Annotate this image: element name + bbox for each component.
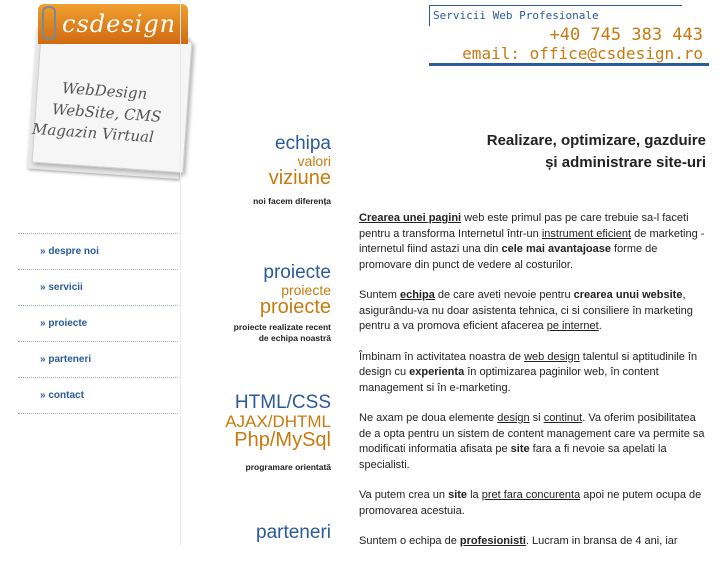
contact-phone: +40 745 383 443 (549, 25, 703, 45)
link-web-design[interactable]: web design (524, 350, 580, 363)
paragraph-3-text-2: talentul si aptitudinile în design cu (359, 350, 698, 378)
partners-word-1: parteneri (256, 522, 331, 543)
paragraph-4-text-3: . Va oferim posibilitatea de a opta pentru un sistem de content management care va permite sa modificati informatia afisata pe (359, 412, 705, 455)
logo-line-webdesign: WebDesign (61, 79, 148, 103)
headline-line-1: Realizare, optimizare, gazduire (486, 132, 706, 149)
column-divider (180, 0, 181, 545)
partners-block[interactable] (256, 523, 331, 543)
paragraph-1-text-3: forme de promovare din punct de vedere al costurilor. (359, 243, 658, 271)
paragraph-6 (359, 534, 705, 550)
team-tagline: noi facem diferența (253, 196, 331, 206)
bold-cele-mai-avantajoase: cele mai avantajoase (501, 243, 611, 255)
tech-tagline: programare orientată (245, 462, 331, 472)
link-echipa[interactable]: echipa (399, 289, 435, 301)
bold-site: site (510, 443, 530, 455)
bold-experienta: experienta (409, 366, 465, 378)
team-word-1: echipa (275, 133, 331, 154)
main-content (359, 211, 705, 565)
team-block[interactable] (253, 134, 331, 207)
bold-crearea-unui-website: crearea unui website (573, 289, 683, 301)
bold-site-2: site (448, 489, 468, 501)
paragraph-2-text: Suntem (359, 289, 400, 301)
headline-line-2: și administrare site-uri (545, 154, 706, 171)
team-word-3: viziune (268, 167, 331, 189)
paperclip-icon (42, 6, 56, 40)
tech-word-1: HTML/CSS (234, 392, 331, 413)
projects-word-2: proiecte (281, 282, 331, 298)
nav-item-parteneri[interactable]: » parteneri (18, 341, 178, 377)
projects-block[interactable] (234, 263, 331, 344)
page-headline (440, 130, 706, 174)
link-instrument-eficient[interactable]: instrument eficient (541, 227, 632, 240)
link-continut[interactable]: continut (543, 412, 583, 424)
paragraph-3 (359, 350, 705, 397)
paragraph-1 (359, 211, 705, 273)
logo[interactable] (22, 4, 184, 174)
main-nav (18, 233, 178, 414)
paragraph-3-text: Îmbinam în activitatea noastra de (359, 350, 525, 363)
paragraph-6-text: Suntem o echipa de (359, 535, 460, 547)
link-design[interactable]: design (497, 412, 530, 424)
link-pret-fara-concurenta[interactable]: pret fara concurenta (481, 489, 581, 501)
logo-line-magazin: Magazin Virtual (31, 119, 155, 147)
team-word-2: valori (297, 153, 331, 169)
projects-tagline-1: proiecte realizate recent (233, 322, 331, 332)
paragraph-4-text-4: fara a fi nevoie sa apelati la specialisti. (359, 443, 667, 471)
paragraph-5 (359, 488, 705, 519)
paragraph-5-text: Va putem crea un (359, 489, 449, 501)
paragraph-2-text-2: de care aveti nevoie pentru (434, 289, 574, 301)
nav-item-servicii[interactable]: » servicii (18, 269, 178, 305)
paragraph-2-text-3: , asigurându-va nu doar asistenta tehnica, ci si consiliere în marketing pentru a va promova eficient afacerea (359, 289, 693, 332)
paragraph-6-text-2: . Lucram in bransa de 4 ani, iar (525, 535, 678, 547)
tech-word-3: Php/MySql (234, 429, 331, 451)
link-profesionisti[interactable]: profesionisti (459, 535, 526, 547)
contact-box (429, 5, 709, 66)
paragraph-4-text-2: si (529, 412, 544, 424)
paragraph-1-text-2: de marketing - internetul fiind astazi una din (359, 227, 705, 255)
link-crearea-unei-pagini[interactable]: Crearea unei pagini (359, 212, 462, 224)
link-pe-internet[interactable]: pe internet (546, 320, 599, 332)
contact-title: Servicii Web Profesionale (433, 9, 599, 22)
paragraph-2 (359, 288, 705, 335)
paragraph-5-text-3: apoi ne putem ocupa de promovarea acestuia. (359, 489, 702, 517)
projects-word-1: proiecte (263, 262, 331, 283)
nav-item-proiecte[interactable]: » proiecte (18, 305, 178, 341)
tech-block[interactable] (225, 393, 331, 473)
logo-line-website: WebSite, CMS (51, 100, 162, 126)
paragraph-5-text-2: la (467, 489, 482, 501)
projects-word-3: proiecte (259, 296, 331, 318)
paragraph-1-text: web este primul pas pe care trebuie sa-l faceti pentru a transforma Internetul într-un (359, 212, 689, 240)
projects-tagline-2: de echipa noastră (258, 333, 331, 343)
paragraph-4 (359, 411, 705, 473)
nav-item-despre-noi[interactable]: » despre noi (18, 233, 178, 269)
paragraph-3-text-3: în optimizarea paginilor web, în content management si în e-marketing. (359, 366, 659, 394)
paragraph-4-text: Ne axam pe doua elemente (359, 412, 498, 424)
logo-brand: csdesign (62, 10, 177, 38)
contact-email[interactable]: email: office@csdesign.ro (462, 44, 703, 63)
paragraph-2-text-4: . (598, 320, 602, 332)
tech-word-2: AJAX/DHTML (225, 412, 331, 431)
nav-item-contact[interactable]: » contact (18, 377, 178, 414)
